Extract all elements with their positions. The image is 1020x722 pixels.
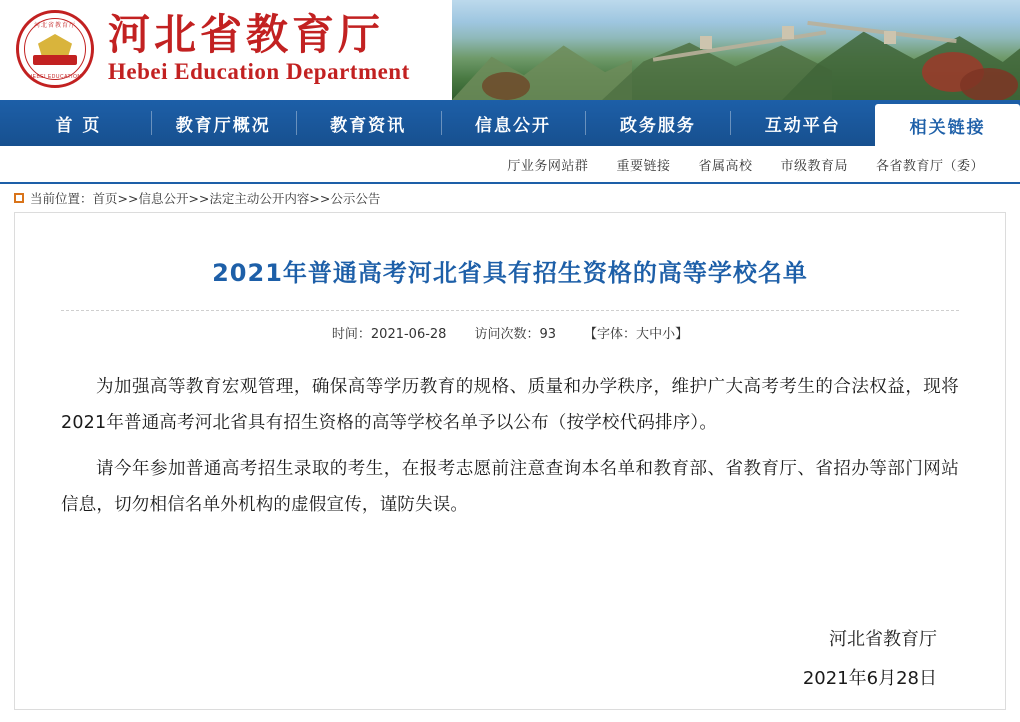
font-size-prefix: 【字体： [584,327,637,342]
emblem-bottom-text: HEBEI EDUCATION [28,74,82,80]
foliage-shape [960,68,1018,100]
article-meta [61,311,959,360]
subnav-item-provincial-universities[interactable]: 省属高校 [698,158,753,174]
site-logo[interactable] [16,10,410,88]
emblem-top-text: 河北省教育厅 [33,23,76,29]
great-wall-line [807,21,956,43]
watchtower-shape [884,31,896,44]
publish-time-value: 2021-06-28 [370,327,447,342]
nav-item-government-services[interactable]: 政务服务 [585,100,730,146]
view-count-label: 访问次数： [474,327,540,342]
font-size-controls [584,323,688,342]
watchtower-shape [700,36,712,49]
foliage-shape [482,72,530,100]
watchtower-shape [782,26,794,39]
mountain-shape [452,38,632,100]
site-title-en: Hebei Education Department [108,59,410,85]
site-title-cn: 河北省教育厅 [108,9,385,59]
department-emblem-icon [16,10,94,88]
breadcrumb-path[interactable]: 首页>>信息公开>>法定主动公开内容>>公示公告 [92,191,381,206]
publish-time [332,323,447,342]
nav-item-interactive-platform[interactable]: 互动平台 [730,100,875,146]
view-count-value: 93 [539,327,557,342]
page-title: 2021年普通高考河北省具有招生资格的高等学校名单 [212,259,808,287]
site-header-banner [0,0,1020,100]
article-paragraph: 为加强高等教育宏观管理，确保高等学历教育的规格、质量和办学秩序，维护广大高考考生的合法权益，现将2021年普通高考河北省具有招生资格的高等学校名单予以公布（按学校代码排序）。 [61,377,959,433]
breadcrumb [0,184,1020,212]
font-size-medium-button[interactable]: 中 [649,327,663,342]
main-navigation [0,100,1020,146]
article-panel [14,212,1006,710]
great-wall-photo [452,0,1020,100]
font-size-suffix: 】 [675,327,689,342]
emblem-base-shape [33,55,77,65]
breadcrumb-prefix: 当前位置： [30,191,93,206]
view-count [474,323,556,342]
subnav-item-business-sites[interactable]: 厅业务网站群 [507,158,589,174]
font-size-small-button[interactable]: 小 [662,327,676,342]
publish-time-label: 时间： [331,327,371,342]
signature-date: 2021年6月28日 [802,668,937,690]
subnav-item-provincial-departments[interactable]: 各省教育厅（委） [875,158,984,174]
nav-item-related-links[interactable]: 相关链接 [875,104,1020,146]
nav-item-information-disclosure[interactable]: 信息公开 [441,100,586,146]
nav-item-home[interactable]: 首 页 [55,115,102,136]
sub-navigation [0,146,1020,184]
signature-organization: 河北省教育厅 [829,628,937,650]
nav-item-overview[interactable]: 教育厅概况 [151,100,296,146]
subnav-item-municipal-bureaus[interactable]: 市级教育局 [780,158,848,174]
subnav-item-important-links[interactable]: 重要链接 [616,158,671,174]
nav-item-news[interactable]: 教育资讯 [296,100,441,146]
font-size-large-button[interactable]: 大 [636,327,650,342]
article-paragraph: 请今年参加普通高考招生录取的考生，在报考志愿前注意查询本名单和教育部、省教育厅、省招办等部门网站信息，切勿相信名单外机构的虚假宣传，谨防失误。 [61,458,959,515]
breadcrumb-marker-icon [14,193,24,203]
